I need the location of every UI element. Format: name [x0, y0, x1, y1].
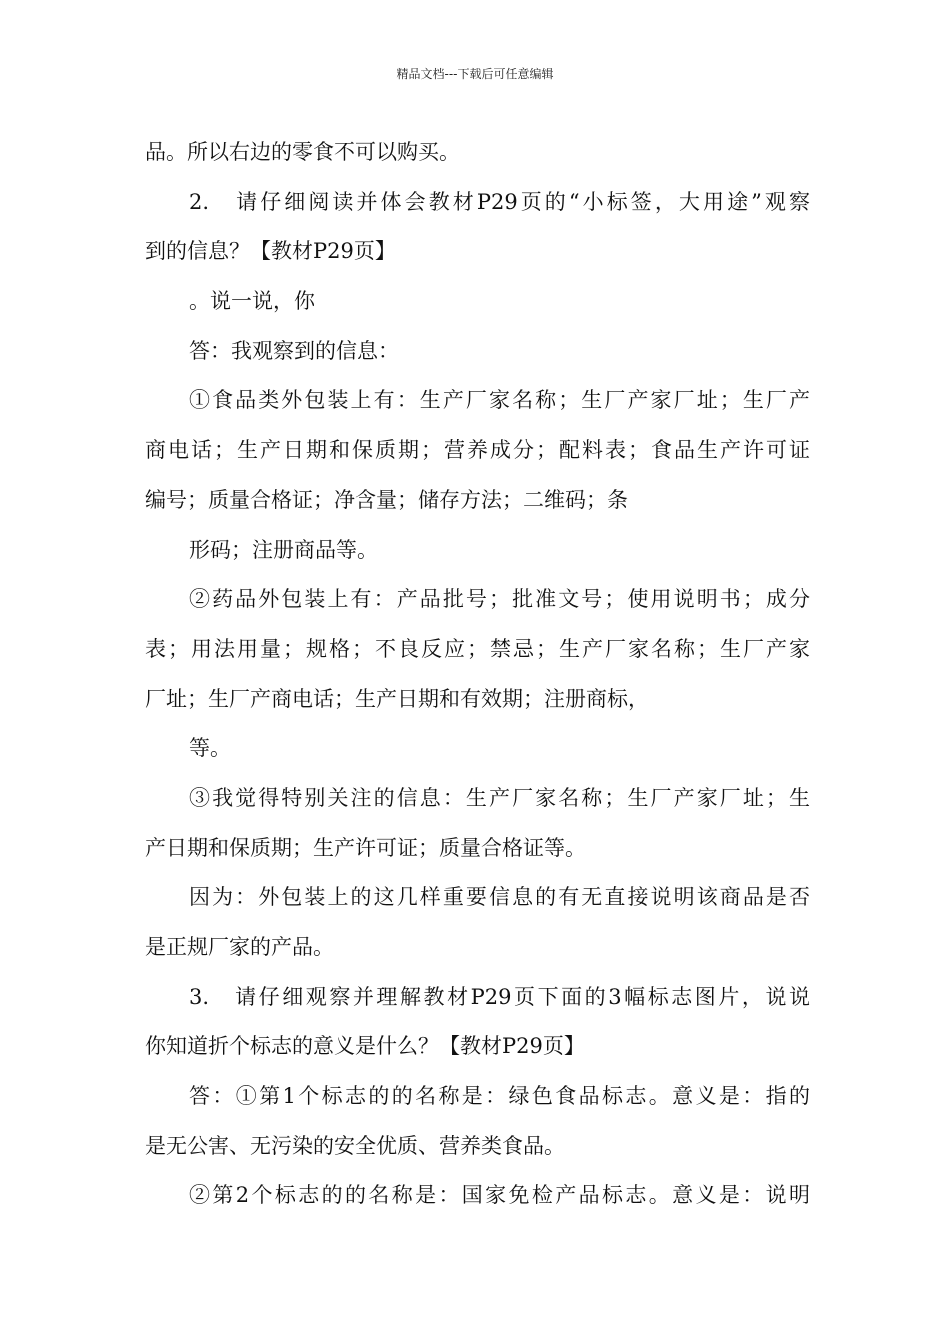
text-line: 品。所以右边的零食不可以购买。	[145, 140, 460, 164]
text-line: 是无公害、无污染的安全优质、营养类食品。	[145, 1133, 565, 1158]
text-line: 你知道折个标志的意义是什么？【教材P29页】	[145, 1034, 585, 1059]
text-line: 是正规厂家的产品。	[145, 935, 334, 959]
text-line: 因为：外包装上的这几样重要信息的有无直接说明该商品是否	[189, 885, 810, 910]
page-header: 精品文档---下载后可任意编辑	[396, 67, 554, 81]
text-line: ②第2个标志的的名称是：国家免检产品标志。意义是：说明	[189, 1183, 810, 1208]
text-line: 商电话；生产日期和保质期；营养成分；配料表；食品生产许可证	[145, 438, 810, 463]
text-line: 产日期和保质期；生产许可证；质量合格证等。	[145, 835, 586, 860]
text-line: 2. 请仔细阅读并体会教材P29页的“小标签，大用途”观察	[189, 189, 810, 214]
text-line: ②药品外包装上有：产品批号；批准文号；使用说明书；成分	[189, 587, 810, 612]
text-line: 答：①第1个标志的的名称是：绿色食品标志。意义是：指的	[189, 1084, 810, 1109]
text-line: 答：我观察到的信息：	[189, 338, 399, 363]
text-line: 等。	[189, 736, 231, 761]
text-line: 3. 请仔细观察并理解教材P29页下面的3幅标志图片，说说	[189, 984, 810, 1009]
text-line: 。说一说，你	[189, 289, 315, 314]
text-line: 到的信息？【教材P29页】	[145, 239, 396, 264]
text-line: ③我觉得特别关注的信息：生产厂家名称；生厂产家厂址；生	[189, 785, 810, 810]
text-line: 厂址；生厂产商电话；生产日期和有效期；注册商标，	[145, 686, 649, 711]
text-line: 表；用法用量；规格；不良反应；禁忌；生产厂家名称；生厂产家	[145, 636, 810, 661]
text-line: 编号；质量合格证；净含量；储存方法；二维码；条	[145, 487, 628, 512]
text-line: ①食品类外包装上有：生产厂家名称；生厂产家厂址；生厂产	[189, 388, 810, 413]
document-body	[145, 128, 810, 1221]
text-line: 形码；注册商品等。	[189, 537, 378, 562]
